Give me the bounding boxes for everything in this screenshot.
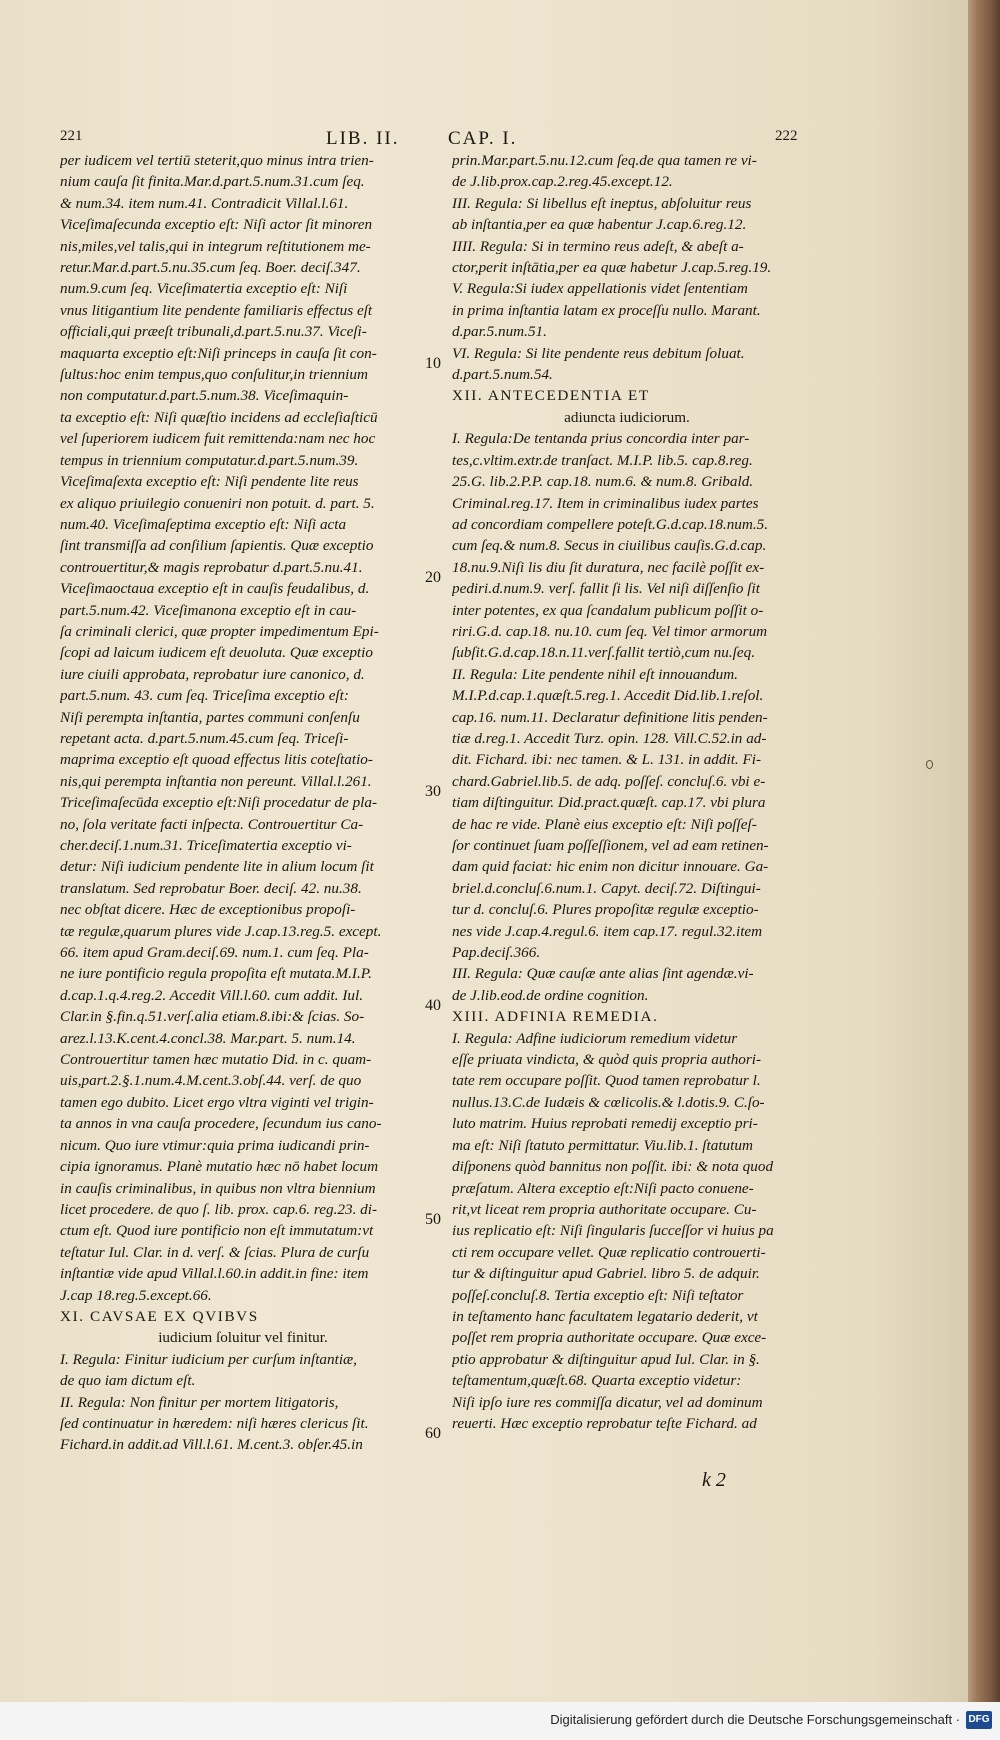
text-line: nicum. Quo iure vtimur:quia prima iudicandi prin- [60,1136,370,1154]
line-number: 10 [425,355,441,372]
text-line: ex aliquo priuilegio conueniri non potuit. d. part. 5. [60,494,375,512]
digitization-footer [0,1702,1000,1740]
text-line: ſa criminali clerici, quæ propter impedimentum Epi- [60,622,379,640]
text-line: diſponens quòd bannitus non poſſit. ibi: & nota quod [452,1158,774,1176]
text-line: non computatur.d.part.5.num.38. Viceſimaquin- [60,387,349,405]
text-line: ius replicatio eſt: Niſi ſingularis ſucceſſor vi huius pa [452,1222,774,1240]
text-line: cum ſeq.& num.8. Secus in ciuilibus cauſis.G.d.cap. [452,537,767,555]
text-line: tempus in triennium computatur.d.part.5.num.39. [60,451,359,469]
text-line: detur: Niſi iudicium pendente lite in alium locum ſit [60,858,374,876]
text-line: ab inſtantia,per ea quæ habentur J.cap.6.reg.12. [452,216,747,234]
text-line: d.cap.1.q.4.reg.2. Accedit Vill.l.60. cum addit. Iul. [60,986,363,1004]
text-line: in cauſis criminalibus, in quibus non vltra biennium [60,1179,376,1197]
text-line: ta annos in vna cauſa procedere, ſecundum ius cano- [60,1115,382,1133]
text-line: officiali,qui præeſt tribunali,d.part.5.nu.37. Viceſi- [60,323,367,341]
page-edge [968,0,1000,1702]
text-line: IIII. Regula: Si in termino reus adeſt, & abeſt a- [452,237,744,255]
text-line: ne iure pontificio regula propoſita eſt mutata.M.I.P. [60,965,372,983]
paper-blemish [926,760,933,769]
section-heading: XI. CAVSAE EX QVIBVS [60,1307,259,1325]
text-line: part.5.num. 43. cum ſeq. Triceſima exceptio eſt: [60,687,349,705]
line-number: 20 [425,569,441,586]
text-line: de J.lib.eod.de ordine cognition. [452,986,649,1004]
text-line: nis,miles,vel talis,qui in integrum reſtitutionem me- [60,237,371,255]
section-subheading: iudicium ſoluitur vel finitur. [158,1329,328,1347]
text-line: tiæ d.reg.1. Accedit Turz. opin. 128. Vill.C.52.in ad- [452,729,767,747]
text-line: cipia ignoramus. Planè mutatio hæc nō habet locum [60,1158,379,1176]
text-line: ptio approbatur & diſtinguitur apud Iul. Clar. in §. [452,1350,760,1368]
text-line: teſtatur Iul. Clar. in d. verſ. & ſcias. Plura de curſu [60,1243,370,1261]
text-line: inſtantiæ vide apud Villal.l.60.in addit.in fine: item [60,1265,369,1283]
text-line: per iudicem vel tertiū steterit,quo minus intra trien- [60,152,374,169]
text-line: in teſtamento hanc facultatem legatario dederit, vt [452,1307,758,1325]
text-line: Viceſimaſecunda exceptio eſt: Niſi actor ſit minoren [60,216,373,234]
text-line: rit,vt liceat rem propria authoritate occupare. Cu- [452,1200,757,1218]
text-line: Criminal.reg.17. Item in criminalibus iudex partes [452,494,759,512]
text-line: ſor continuet ſuam poſſeſſionem, vel ad eam retinen- [452,837,769,854]
signature-mark: k 2 [702,1469,726,1491]
text-line: ctum eſt. Quod iure pontificio non eſt immutatum:vt [60,1222,374,1240]
text-line: arez.l.13.K.cent.4.concl.38. Mar.part. 5. num.14. [60,1029,356,1047]
text-line: teſtamentum,quæſt.68. Quarta exceptio videtur: [452,1372,742,1390]
text-line: I. Regula:De tentanda prius concordia inter par- [452,430,750,448]
page-number-right: 222 [775,128,798,144]
text-line: tiam diſtinguitur. Did.pract.quæſt. cap.17. vbi plura [452,794,766,812]
section-subheading: adiuncta iudiciorum. [564,408,690,426]
line-number: 40 [425,997,441,1014]
text-line: riri.G.d. cap.18. nu.10. cum ſeq. Vel timor armorum [452,622,768,640]
text-line: vel ſuperiorem iudicem fuit remittenda:nam nec hoc [60,430,376,448]
text-line: maquarta exceptio eſt:Niſi princeps in cauſa ſit con- [60,344,377,362]
text-line: nec obſtat dicere. Hæc de exceptionibus propoſi- [60,901,356,919]
text-line: luto matrim. Huius reprobati remedij exceptio pri- [452,1115,758,1133]
text-line: chard.Gabriel.lib.5. de adq. poſſeſ. concluſ.6. vbi e- [452,772,766,790]
text-line: nis,qui perempta inſtantia non pereunt. Villal.l.261. [60,772,372,790]
text-line: & num.34. item num.41. Contradicit Villal.l.61. [60,194,349,212]
text-line: ma eſt: Niſi ſtatuto permittatur. Viu.lib.1. ſtatutum [452,1136,753,1154]
text-line: ſint transmiſſa ad conſilium ſapientis. Quæ exceptio [60,537,374,555]
text-line: maprima exceptio eſt quoad effectus litis coteſtatio- [60,751,373,769]
text-line: d.par.5.num.51. [452,323,547,341]
text-line: tamen ego dubito. Licet ergo vltra viginti vel trigin- [60,1093,374,1111]
text-line: inter potentes, ex qua ſcandalum publicum poſſit o- [452,601,764,619]
text-line: tate rem occupare poſſit. Quod tamen reprobatur l. [452,1072,761,1090]
text-line: tæ regulæ,quarum plures vide J.cap.13.reg.5. except. [60,922,382,940]
text-line: Pap.deciſ.366. [452,944,541,962]
line-number: 60 [425,1425,441,1442]
text-line: num.9.cum ſeq. Viceſimatertia exceptio eſt: Niſi [60,280,348,298]
text-line: uis,part.2.§.1.num.4.M.cent.3.obſ.44. verſ. de quo [60,1072,362,1090]
text-line: nes vide J.cap.4.regul.6. item cap.17. regul.32.item [452,922,763,940]
text-line: II. Regula: Non finitur per mortem litigatoris, [60,1393,339,1411]
text-line: cher.deciſ.1.num.31. Triceſimatertia exceptio vi- [60,837,352,854]
text-line: no, ſola veritate facti inſpecta. Controuertitur Ca- [60,815,364,833]
text-line: tes,c.vltim.extr.de tranſact. M.I.P. lib.5. cap.8.reg. [452,451,753,469]
text-line: dam quid faciat: hic enim non dicitur innouare. Ga- [452,858,769,876]
text-line: Niſi perempta inſtantia, partes communi conſenſu [60,708,360,726]
text-line: Viceſimaoctaua exceptio eſt in cauſis feudalibus, d. [60,580,370,598]
text-line: nullus.13.C.de Iudæis & cœlicolis.& l.dotis.9. C.ſo- [452,1093,765,1111]
text-line: repetant acta. d.part.5.num.45.cum ſeq. Triceſi- [60,729,349,747]
dfg-logo: DFG [966,1711,992,1729]
text-line: I. Regula: Adfine iudiciorum remedium videtur [452,1029,738,1047]
text-line: J.cap 18.reg.5.except.66. [60,1286,212,1304]
text-line: I. Regula: Finitur iudicium per curſum inſtantiæ, [60,1350,357,1368]
text-line: de quo iam dictum eſt. [60,1372,196,1390]
text-line: ctor,perit inſtātia,per ea quæ habetur J.cap.5.reg.19. [452,259,772,277]
text-line: licet procedere. de quo ſ. lib. prox. cap.6. reg.23. di- [60,1200,378,1218]
text-line: Niſi ipſo iure res commiſſa dicatur, vel ad dominum [452,1393,763,1411]
funding-credit: Digitalisierung gefördert durch die Deutsche Forschungsgemeinschaft · [550,1712,960,1727]
text-line: iure ciuili approbata, reprobatur iure canonico, d. [60,665,365,683]
section-heading: XII. ANTECEDENTIA ET [452,387,650,405]
text-line: de hac re vide. Planè eius exceptio eſt: Niſi poſſeſ- [452,815,757,833]
text-line: Clar.in §.fin.q.51.verſ.alia etiam.8.ibi:& ſcias. So- [60,1008,365,1026]
text-line: ſcopi ad laicum iudicem eſt deuoluta. Quæ exceptio [60,644,373,662]
text-line: reuerti. Hæc exceptio reprobatur teſte Fichard. ad [452,1414,757,1432]
page-number-left: 221 [60,128,83,144]
text-line: dit. Fichard. ibi: nec tamen. & L. 131. in addit. Fi- [452,751,762,769]
text-line: d.part.5.num.54. [452,366,553,384]
text-line: ſultus:hoc enim tempus,quo conſulitur,in triennium [60,366,368,384]
text-line: controuertitur,& magis reprobatur d.part.5.nu.41. [60,558,363,576]
text-line: prin.Mar.part.5.nu.12.cum ſeq.de qua tamen re vi- [452,152,757,169]
text-line: VI. Regula: Si lite pendente reus debitum ſoluat. [452,344,745,362]
text-line: ta exceptio eſt: Niſi quæſtio incidens ad eccleſiaſticū [60,408,378,426]
chapter-heading: CAP. I. [448,128,518,149]
text-line: ſed continuatur in hæredem: niſi hæres clericus ſit. [60,1414,369,1432]
text-line: nium cauſa ſit finita.Mar.d.part.5.num.31.cum ſeq. [60,173,365,191]
text-line: præſatum. Altera exceptio eſt:Niſi pacto conuene- [452,1179,754,1197]
text-line: part.5.num.42. Viceſimanona exceptio eſt in cau- [60,601,357,619]
text-line: V. Regula:Si iudex appellationis videt ſententiam [452,280,748,298]
text-line: vnus litigantium lite pendente familiaris effectus eſt [60,301,373,319]
text-line: III. Regula: Quæ cauſæ ante alias ſint agendæ.vi- [452,965,754,983]
right-text-column [452,150,802,1434]
text-line: III. Regula: Si libellus eſt ineptus, abſoluitur reus [452,194,752,212]
text-line: translatum. Sed reprobatur Boer. deciſ. 42. nu.38. [60,879,362,897]
text-line: de J.lib.prox.cap.2.reg.45.except.12. [452,173,673,191]
text-line: Viceſimaſexta exceptio eſt: Niſi pendente lite reus [60,473,359,491]
text-line: M.I.P.d.cap.1.quæſt.5.reg.1. Accedit Did.lib.1.reſol. [452,687,764,705]
text-line: ſubſit.G.d.cap.18.n.11.verſ.fallit tertiò,cum nu.ſeq. [452,644,756,662]
text-line: pediri.d.num.9. verſ. fallit ſi lis. Vel niſi diſſenſio ſit [452,580,760,598]
left-text-column [60,150,426,1456]
line-number: 30 [425,783,441,800]
text-line: eſſe priuata vindicta, & quòd quis propria authori- [452,1051,762,1069]
text-line: 18.nu.9.Niſi lis diu ſit duratura, nec facilè poſſit ex- [452,558,765,576]
text-line: briel.d.concluſ.6.num.1. Capyt. deciſ.72. Diſtingui- [452,879,761,897]
text-line: Fichard.in addit.ad Vill.l.61. M.cent.3. obſer.45.in [60,1436,363,1454]
text-line: tur d. concluſ.6. Plures propoſitæ regulæ exceptio- [452,901,759,919]
text-line: num.40. Viceſimaſeptima exceptio eſt: Niſi acta [60,515,347,533]
text-line: poſſeſ.concluſ.8. Tertia exceptio eſt: Niſi teſtator [452,1286,744,1304]
text-line: II. Regula: Lite pendente nihil eſt innouandum. [452,665,738,683]
text-line: cti rem occupare vellet. Quæ replicatio controuerti- [452,1243,766,1261]
text-line: 25.G. lib.2.P.P. cap.18. num.6. & num.8. Gribald. [452,473,754,491]
text-line: tur & diſtinguitur apud Gabriel. libro 5. de adquir. [452,1265,760,1283]
text-line: retur.Mar.d.part.5.nu.35.cum ſeq. Boer. deciſ.347. [60,259,361,277]
text-line: cap.16. num.11. Declaratur definitione litis penden- [452,708,768,726]
text-line: ad concordiam compellere poteſt.G.d.cap.18.num.5. [452,515,769,533]
text-line: Triceſimaſecūda exceptio eſt:Niſi procedatur de pla- [60,794,378,812]
section-heading: XIII. ADFINIA REMEDIA. [452,1008,659,1026]
line-number: 50 [425,1211,441,1228]
text-line: 66. item apud Gram.deciſ.69. num.1. cum ſeq. Pla- [60,944,369,962]
text-line: poſſet rem propria authoritate occupare. Quæ exce- [452,1329,767,1347]
text-line: in prima inſtantia latam ex proceſſu nullo. Marant. [452,301,761,319]
text-line: Controuertitur tamen hæc mutatio Did. in c. quam- [60,1051,372,1069]
running-title: LIB. II. [326,128,400,149]
